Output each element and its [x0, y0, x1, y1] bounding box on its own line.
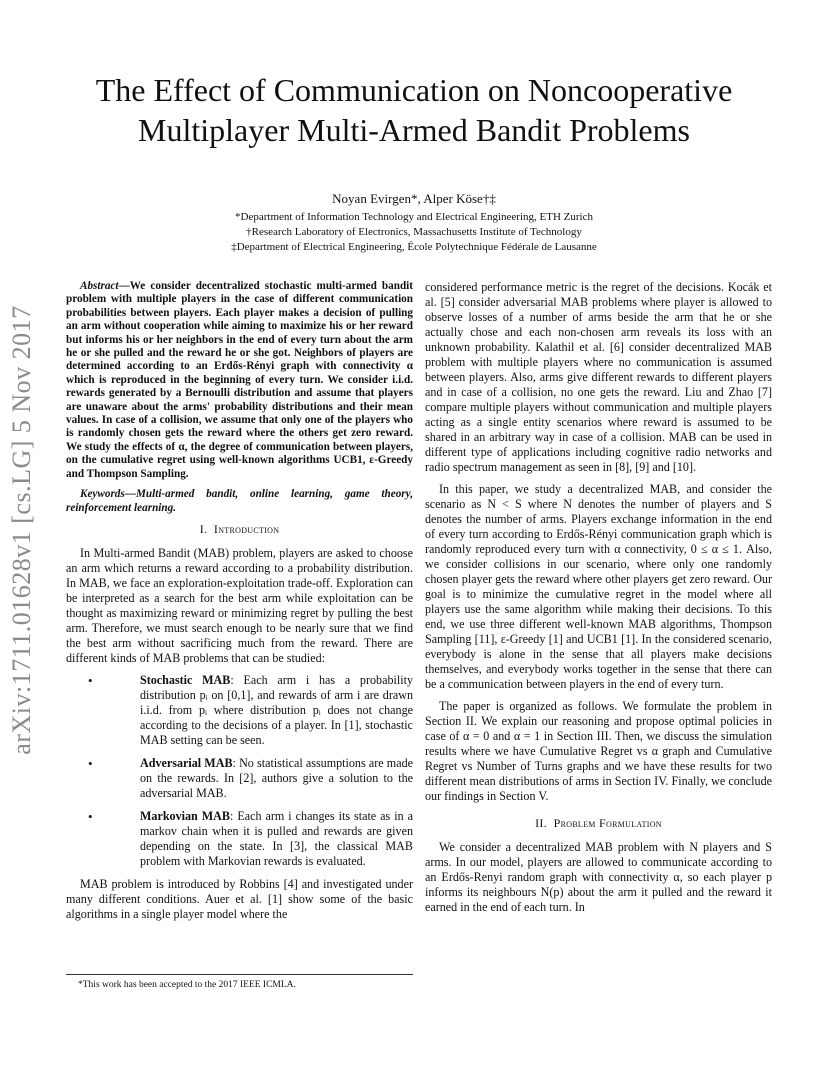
bullet-text: : Each arm i changes its state as in a markov chain when it is pulled and rewards are given depending on the state. In [3], the classical MAB problem with Markovian rewards is evaluated.	[140, 808, 413, 868]
abstract-text: —We consider decentralized stochastic multi-armed bandit problem with multiple players in the case of different communication probabilities between players. Each player makes a decision of pulling an arm without cooperation while aiming to maximize his or her reward but informs his or her neighbors in the end of every turn about the arm he or she pulled and the reward he or she got. Neighbors of players are determined according to an Erdős-Rényi graph with connectivity α which is reproduced in the beginning of every turn. We consider i.i.d. rewards generated by a Bernoulli distribution and assume that players are unaware about the arms' probability distributions and their mean values. In case of a collision, we assume that only one of the players who is randomly chosen gets the reward where the others get zero reward. We study the effects of α, the degree of communication between players, on the cumulative regret using well-known algorithms UCB1, ε-Greedy and Thompson Sampling.	[66, 280, 413, 480]
footnote: *This work has been accepted to the 2017 IEEE ICMLA.	[78, 980, 296, 990]
section-title: Introduction	[213, 521, 280, 536]
section-number: I.	[199, 521, 208, 536]
bullet-text: : No statistical assumptions are made on the rewards. In [2], authors give a solution to the adversarial MAB.	[140, 755, 413, 800]
affiliation-3: ‡Department of Electrical Engineering, École Polytechnique Fédérale de Lausanne	[231, 241, 597, 253]
right-paragraph-3: The paper is organized as follows. We formulate the problem in Section II. We explain our reasoning and propose optimal policies in case of α = 0 and α = 1 in Section III. Then, we discuss the simulation results where we have Cumulative Regret vs α graph and Cumulative Regret vs Number of Turns graphs and we have these results for two different mean distributions of arms in Section IV. Finally, we conclude our findings in Section V.	[425, 699, 772, 803]
list-item	[140, 673, 413, 748]
right-paragraph-2: In this paper, we study a decentralized MAB, and consider the scenario as N < S where N denotes the number of players and S denotes the number of arms. Players exchange information in the end of every turn according to Erdős-Rényi communication graph which is randomly reproduced every turn with α connectivity, 0 ≤ α ≤ 1. Also, we consider collisions in our scenario, where only one randomly chosen player gets the reward where other players get zero reward. Our goal is to minimize the cumulative regret in the model where all players use the same algorithm while making their decisions. To this end, we use three different well-known MAB algorithms, Thompson Sampling [11], ε-Greedy [1] and UCB1 [1]. In the considered scenario, everybody is alone in the sense that all players make decisions themselves, and everybody works together in the sense that there can be a communication between players in the end of every turn.	[425, 482, 772, 691]
keywords-label: Keywords	[80, 488, 125, 501]
intro-paragraph-2: MAB problem is introduced by Robbins [4] and investigated under many different conditions. Auer et al. [1] show some of the basic algorithms in a single player model where the	[66, 876, 413, 921]
affiliation-1: *Department of Information Technology and Electrical Engineering, ETH Zurich	[235, 211, 593, 223]
footnote-divider	[66, 974, 413, 975]
mab-types-list	[66, 673, 413, 869]
list-item	[140, 756, 413, 801]
section-heading-introduction	[66, 522, 413, 537]
authors: Noyan Evirgen*, Alper Köse†‡	[332, 191, 496, 206]
keywords-text: —Multi-armed bandit, online learning, game theory, reinforcement learning.	[66, 488, 413, 514]
paper-title	[60, 70, 768, 150]
section-heading-problem-formulation	[425, 816, 772, 831]
section-number: II.	[535, 816, 547, 830]
arxiv-stamp-text: arXiv:1711.01628v1 [cs.LG] 5 Nov 2017	[7, 305, 36, 755]
bullet-head: Stochastic MAB	[140, 672, 231, 687]
abstract	[66, 280, 413, 481]
keywords	[66, 488, 413, 515]
right-paragraph-1: considered performance metric is the regret of the decisions. Kocák et al. [5] consider adversarial MAB problems where player is allowed to observe losses of a number of arms beside the arm that he or she actually chose and each non-chosen arm reveals its loss with an unknown probability. Kalathil et al. [6] consider decentralized MAB problem with multiple players where no communication is assumed between players. Also, arms give different rewards to different players and in case of a collision, no one gets the reward. Liu and Zhao [7] compare multiple players without communication and multiple players acting as a single entity scenarios where reward is assumed to be shared in an arbitrary way in case of a collision. MAB can be used in different type of applications including cognitive radio networks and radio spectrum management as seen in [8], [9] and [10].	[425, 280, 772, 474]
abstract-label: Abstract	[80, 280, 119, 292]
list-item	[140, 809, 413, 869]
title-line-1: The Effect of Communication on Noncooperative	[95, 72, 733, 108]
left-column	[66, 280, 413, 929]
section-title: Problem Formulation	[553, 816, 662, 830]
right-paragraph-4: We consider a decentralized MAB problem with N players and S arms. In our model, players are allowed to communicate according to an Erdős-Renyi random graph with connectivity α, so each player p informs its neighbours N(p) about the arm it pulled and the reward it earned in the end of each turn. In	[425, 840, 772, 914]
bullet-head: Adversarial MAB	[140, 755, 233, 770]
affiliation-2: †Research Laboratory of Electronics, Massachusetts Institute of Technology	[246, 226, 582, 238]
right-column	[425, 280, 772, 922]
intro-paragraph-1: In Multi-armed Bandit (MAB) problem, players are asked to choose an arm which returns a reward according to a probability distribution. In MAB, we face an exploration-exploitation trade-off. Exploration can be interpreted as a search for the best arm while exploitation can be thought as maximizing reward or minimizing regret by pulling the best arm. Therefore, we must search enough to be nearly sure that we find the best arm without sacrificing much from the reward. There are different kinds of MAB problems that can be studied:	[66, 545, 413, 665]
bullet-head: Markovian MAB	[140, 808, 230, 823]
bullet-text: : Each arm i has a probability distribution pᵢ on [0,1], and rewards of arm i are drawn i.i.d. from pᵢ where distribution pᵢ does not change according to the decisions of a player. In [1], stochastic MAB setting can be seen.	[140, 672, 413, 747]
title-line-2: Multiplayer Multi-Armed Bandit Problems	[138, 112, 690, 148]
